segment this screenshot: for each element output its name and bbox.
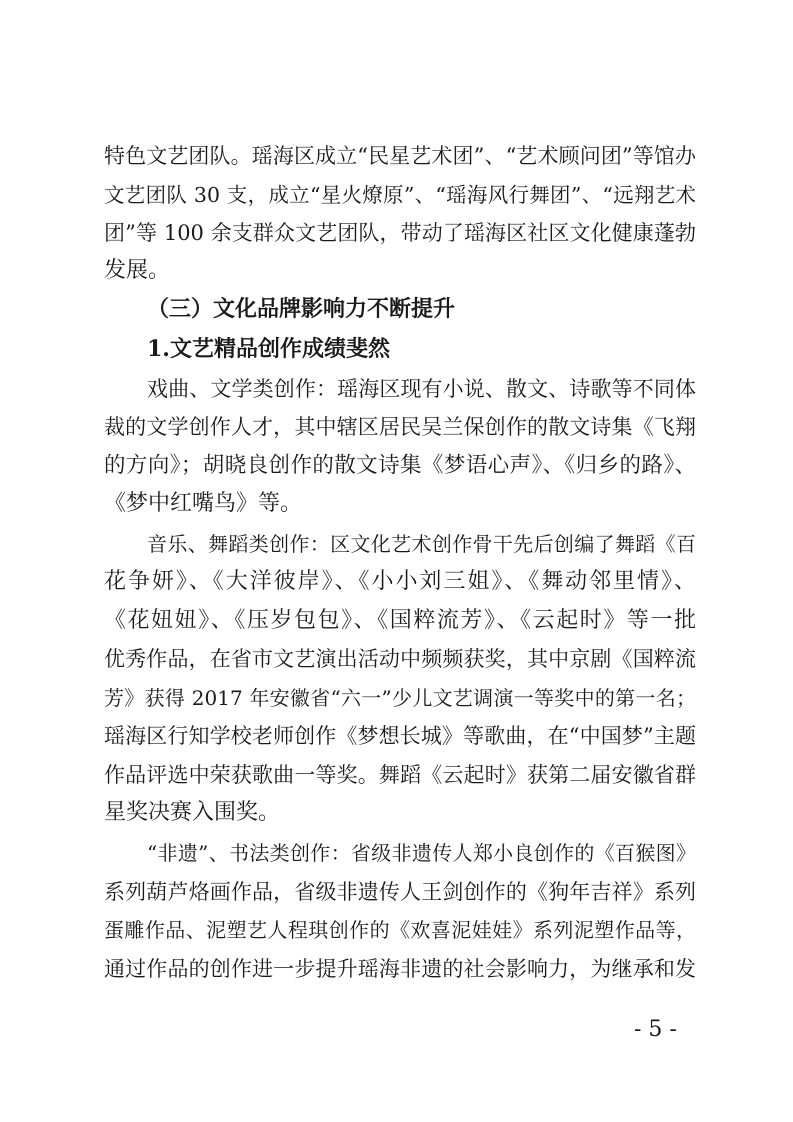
text-line: 花争妍》、《大洋彼岸》、《小小刘三姐》、《舞动邻里情》、 — [104, 569, 696, 594]
text-line: 优秀作品，在省市文艺演出活动中频频获奖，其中京剧《国粹流 — [104, 647, 696, 671]
text-line: 团”等 100 余支群众文艺团队，带动了瑶海区社区文化健康蓬勃 — [104, 221, 696, 245]
text-line: 裁的文学创作人才，其中辖区居民吴兰保创作的散文诗集《飞翔 — [104, 415, 696, 439]
text-line: 系列葫芦烙画作品，省级非遗传人王剑创作的《狗年吉祥》系列 — [104, 880, 696, 904]
text-line: 的方向》；胡晓良创作的散文诗集《梦语心声》、《归乡的路》、 — [104, 453, 696, 478]
text-line: 瑶海区行知学校老师创作《梦想长城》等歌曲，在“中国梦”主题 — [104, 724, 696, 748]
subsection-heading: 1.文艺精品创作成绩斐然 — [147, 336, 390, 362]
text-line: 作品评选中荣获歌曲一等奖。舞蹈《云起时》获第二届安徽省群 — [104, 763, 696, 787]
text-line: 《梦中红嘴鸟》等。 — [104, 491, 303, 516]
page-number: - 5 - — [634, 1017, 677, 1042]
text-line: 《花妞妞》、《压岁包包》、《国粹流芳》、《云起时》等一批 — [104, 608, 696, 633]
text-line: 文艺团队 30 支，成立“星火燎原”、“瑶海风行舞团”、“远翔艺术 — [104, 183, 696, 207]
text-line: 芳》获得 2017 年安徽省“六一”少儿文艺调演一等奖中的第一名； — [104, 686, 696, 710]
section-heading: （三）文化品牌影响力不断提升 — [147, 297, 456, 322]
text-line: “非遗”、书法类创作：省级非遗传人郑小良创作的《百猴图》 — [147, 841, 696, 865]
text-line: 通过作品的创作进一步提升瑶海非遗的社会影响力，为继承和发 — [104, 957, 696, 981]
text-line: 发展。 — [104, 258, 171, 283]
text-line: 星奖决赛入围奖。 — [104, 800, 281, 825]
text-line: 戏曲、文学类创作：瑶海区现有小说、散文、诗歌等不同体 — [147, 377, 696, 401]
text-line: 音乐、舞蹈类创作：区文化艺术创作骨干先后创编了舞蹈《百 — [147, 532, 696, 556]
text-line: 特色文艺团队。瑶海区成立“民星艺术团”、“艺术顾问团”等馆办 — [104, 144, 696, 168]
text-line: 蛋雕作品、泥塑艺人程琪创作的《欢喜泥娃娃》系列泥塑作品等， — [104, 918, 696, 942]
